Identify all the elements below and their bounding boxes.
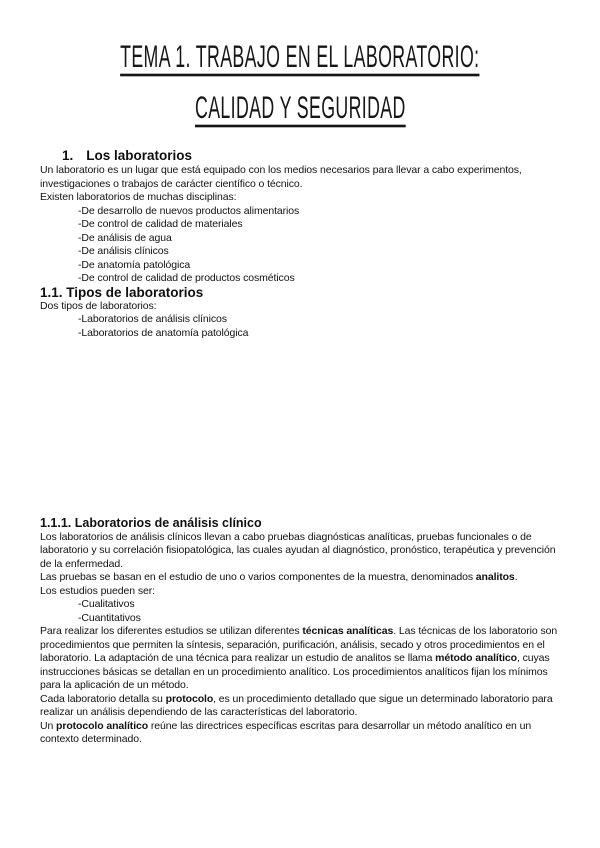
list-item: -De control de calidad de productos cosméticos bbox=[78, 272, 295, 284]
title-row-1 bbox=[40, 39, 560, 93]
paragraph-protocolo: Cada laboratorio detalla su protocolo, es un procedimiento detallado que sigue un determinado laboratorio para realizar un análisis dependiendo de las características del laboratorio. bbox=[40, 692, 553, 718]
disciplinas-list bbox=[40, 205, 560, 286]
paragraph-tecnicas-analiticas: Para realizar los diferentes estudios se utilizan diferentes técnicas analíticas. Las técnicas de los laboratorio son procedimientos que permiten la síntesis, separación, purificación, análisis, secado y otros procedimientos en el laboratorio. La adaptación de una técnica para realizar un estudio de analitos se llama método analítico, cuyas instrucciones básicas se detallan en un procedimiento analítico. Los procedimientos analíticos fijan los mínimos para la aplicación de un método. bbox=[40, 625, 558, 691]
estudios-list bbox=[40, 598, 560, 625]
paragraph-laboratorio-definicion: Un laboratorio es un lugar que está equipado con los medios necesarios para llevar a cabo experimentos, investigaciones o trabajos de carácter científico o técnico. bbox=[40, 164, 522, 190]
list-item: -De análisis clínicos bbox=[78, 245, 169, 257]
blank-gap bbox=[40, 340, 560, 516]
list-item: -Cuantitativos bbox=[78, 611, 141, 624]
list-item: -De control de calidad de materiales bbox=[78, 218, 243, 230]
paragraph-tipos-intro: Dos tipos de laboratorios: bbox=[40, 299, 157, 312]
list-item: -Cualitativos bbox=[78, 598, 135, 610]
list-item: -Laboratorios de anatomía patológica bbox=[78, 326, 249, 339]
document-title bbox=[40, 0, 560, 144]
paragraph-analitos: Las pruebas se basan en el estudio de uno o varios componentes de la muestra, denominados analitos. bbox=[40, 571, 518, 583]
list-item: -Laboratorios de análisis clínicos bbox=[78, 313, 227, 325]
list-item: -De desarrollo de nuevos productos alimentarios bbox=[78, 204, 300, 217]
paragraph-estudios-intro: Los estudios pueden ser: bbox=[40, 584, 155, 597]
list-item: -De análisis de agua bbox=[78, 231, 172, 244]
paragraph-protocolo-analitico: Un protocolo analítico reúne las directrices específicas escritas para desarrollar un método analítico en un contexto determinado. bbox=[40, 719, 532, 745]
title-line-2: CALIDAD Y SEGURIDAD bbox=[194, 90, 406, 126]
section-heading-tipos-de-laboratorios: 1.1. Tipos de laboratorios bbox=[40, 284, 204, 300]
section-number: 1. bbox=[62, 148, 74, 163]
title-line-1: TEMA 1. TRABAJO EN EL LABORATORIO: bbox=[120, 39, 480, 75]
tipos-list bbox=[40, 313, 560, 340]
list-item: -De anatomía patológica bbox=[78, 258, 191, 271]
section-heading-los-laboratorios bbox=[40, 148, 560, 164]
title-row-2 bbox=[40, 90, 560, 144]
section-heading-analisis-clinico: 1.1.1. Laboratorios de análisis clínico bbox=[40, 516, 262, 530]
paragraph-analisis-clinico-definicion: Los laboratorios de análisis clínicos llevan a cabo pruebas diagnósticas analíticas, pruebas funcionales o de laboratorio y su correlación fisiopatológica, las cuales ayudan al diagnóstico, pronóstico, terapéutica y prevención de la enfermedad. bbox=[40, 530, 556, 570]
section-heading-label: Los laboratorios bbox=[86, 148, 193, 163]
paragraph-disciplinas-intro: Existen laboratorios de muchas disciplinas: bbox=[40, 191, 237, 203]
document-body bbox=[40, 148, 560, 747]
